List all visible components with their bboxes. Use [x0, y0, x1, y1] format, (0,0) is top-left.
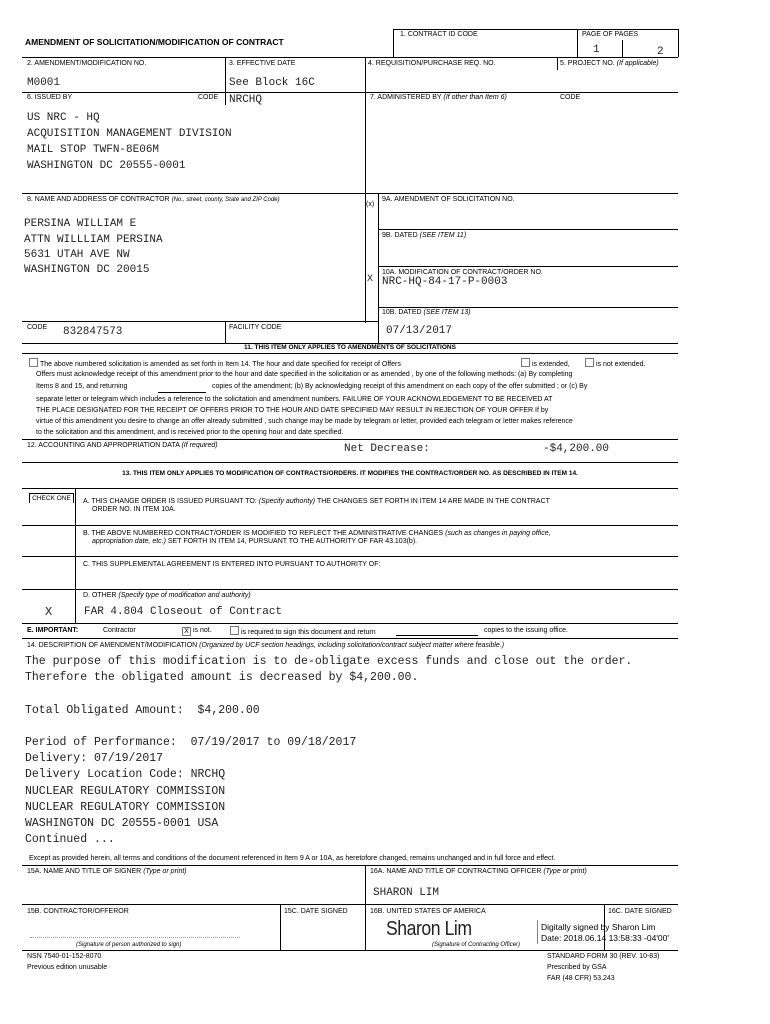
rule	[22, 57, 678, 58]
extended-text: is extended,	[532, 361, 570, 368]
prescribed-by-text: Prescribed by GSA	[547, 964, 607, 971]
rule	[378, 193, 379, 343]
previous-edition-text: Previous edition unusable	[27, 964, 108, 971]
contractor-label	[27, 196, 280, 204]
officer-signature-note: (Signature of Contracting Officer)	[432, 942, 521, 948]
administered-by-text: 7. ADMINISTERED BY	[370, 94, 442, 101]
amendment-no-value: M0001	[27, 77, 61, 89]
description-line: Delivery Location Code: NRCHQ	[25, 768, 226, 782]
option-b-line-2	[92, 537, 417, 548]
dated-10b-note: (SEE ITEM 13)	[423, 309, 471, 316]
extended-checkbox[interactable]	[521, 358, 530, 367]
option-d	[83, 591, 251, 602]
rule	[22, 462, 678, 463]
officer-signature: Sharon Lim	[386, 918, 472, 940]
option-a-line-2: ORDER NO. IN ITEM 10A.	[92, 506, 176, 513]
accounting-note: (If required)	[181, 442, 218, 449]
description-line: Therefore the obligated amount is decreased by $4,200.00.	[25, 671, 419, 685]
rule	[378, 229, 678, 230]
form-title: AMENDMENT OF SOLICITATION/MODIFICATION OF CONTRACT	[25, 37, 284, 47]
check-one-label: CHECK ONE	[32, 495, 71, 502]
contractor-line-3: 5631 UTAH AVE NW	[24, 249, 130, 261]
usa-label: 16B. UNITED STATES OF AMERICA	[370, 908, 486, 915]
digital-signature-divider	[537, 920, 538, 944]
issued-by-code: NRCHQ	[229, 94, 263, 106]
description-note: (Organized by UCF section headings, including solicitation/contract subject matter where feasible.)	[199, 642, 505, 649]
contractor-line-4: WASHINGTON DC 20015	[24, 264, 150, 276]
rule	[22, 525, 678, 526]
copies-text: copies to the issuing office.	[484, 627, 568, 634]
issued-by-line-3: MAIL STOP TWFN-8E06M	[27, 144, 160, 156]
rule	[225, 57, 226, 92]
option-d-note: (Specify type of modification and authority)	[118, 592, 251, 599]
item-11-line-3a: Items 8 and 15, and returning	[36, 383, 128, 390]
rule	[22, 193, 678, 194]
issued-by-line-2: ACQUISITION MANAGEMENT DIVISION	[27, 128, 232, 140]
project-no-note: (If applicable)	[616, 60, 659, 67]
rule	[393, 29, 394, 57]
description-line	[25, 686, 632, 702]
item-11-line-3b: copies of the amendment; (b) By acknowledging receipt of this amendment on each copy of the offer submitted ; or (c) By	[212, 383, 588, 390]
rule	[22, 321, 378, 322]
is-required-checkbox[interactable]	[230, 626, 239, 635]
description-text: 14. DESCRIPTION OF AMENDMENT/MODIFICATION	[27, 642, 198, 649]
dated-10b-value: 07/13/2017	[386, 325, 453, 337]
item-11-line-4: separate letter or telegram which includes a reference to the solicitation and amendment numbers. FAILURE OF YOUR ACKNOWLEDGEMENT TO BE RECEIVED AT	[36, 396, 553, 403]
rule	[22, 904, 678, 905]
rule	[378, 307, 678, 308]
option-b-note: (such as changes in paying office,	[445, 530, 551, 537]
description-line: WASHINGTON DC 20555-0001 USA	[25, 816, 219, 830]
is-required-text: is required to sign this document and return	[241, 629, 376, 636]
description-line: Continued ...	[25, 833, 115, 847]
item-11-line-5: THE PLACE DESIGNATED FOR THE RECEIPT OF OFFERS PRIOR TO THE HOUR AND DATE SPECIFIED MAY RESULT IN REJECTION OF YOUR OFFER If by	[36, 407, 549, 414]
item-11-heading: 11. THIS ITEM ONLY APPLIES TO AMENDMENTS OF SOLICITATIONS	[244, 344, 456, 351]
is-not-checkbox[interactable]: X	[182, 627, 191, 636]
dated-9b-note: (SEE ITEM 11)	[419, 232, 467, 239]
page-number: 1	[593, 44, 600, 56]
date-signed-15c-label: 15C. DATE SIGNED	[284, 908, 348, 915]
rule	[22, 589, 678, 590]
option-b-text: B. THE ABOVE NUMBERED CONTRACT/ORDER IS MODIFIED TO REFLECT THE ADMINISTRATIVE CHANGES	[83, 530, 444, 537]
rule	[678, 29, 679, 57]
rule	[22, 92, 678, 93]
description-line: The purpose of this modification is to de-obligate excess funds and close out the order.	[25, 655, 633, 668]
modification-contract-label: 10A. MODIFICATION OF CONTRACT/ORDER NO.	[382, 269, 543, 276]
rule	[393, 29, 678, 30]
rule	[378, 266, 678, 267]
net-decrease-label: Net Decrease:	[344, 443, 430, 455]
rule	[22, 556, 678, 557]
is-not-option	[182, 626, 212, 637]
item-13-heading: 13. THIS ITEM ONLY APPLIES TO MODIFICATION OF CONTRACTS/ORDERS. IT MODIFIES THE CONTRACT/ORDER NO. AS DESCRIBED IN ITEM 14.	[122, 470, 578, 477]
signer-name-note: (Type or print)	[143, 868, 187, 875]
extended-option	[521, 358, 570, 371]
net-decrease-value: -$4,200.00	[543, 443, 610, 455]
dated-10b-label	[382, 309, 471, 317]
option-b-text-2: SET FORTH IN ITEM 14, PURSUANT TO THE AUTHORITY OF FAR 43.103(b).	[167, 538, 418, 545]
signature-line	[30, 937, 240, 938]
nsn-text: NSN 7540-01-152-8070	[27, 953, 102, 960]
digital-signature-line-2: Date: 2018.06.14 13:58:33 -04'00'	[541, 933, 670, 943]
checkbox[interactable]	[29, 358, 38, 367]
issued-by-line-4: WASHINGTON DC 20555-0001	[27, 160, 186, 172]
important-label: E. IMPORTANT:	[27, 627, 79, 634]
item-11-line-2: Offers must acknowledge receipt of this amendment prior to the hour and date specified in the solicitation or as amended , by one of the following methods: (a) By completing	[36, 371, 573, 378]
description-line: Period of Performance: 07/19/2017 to 09/18/2017	[25, 735, 357, 749]
description-body	[25, 654, 632, 848]
contractor-code-label: CODE	[27, 324, 48, 331]
contractor-word: Contractor	[103, 627, 136, 634]
item-11-line-7: to the solicitation and this amendment, and is received prior to the opening hour and date specified.	[36, 429, 344, 436]
option-d-text: D. OTHER	[83, 592, 117, 599]
option-b-note-2: appropriation date, etc.)	[92, 538, 166, 545]
rule	[22, 623, 678, 624]
contractor-line-2: ATTN WILLLIAM PERSINA	[24, 234, 163, 246]
signer-name-text: 15A. NAME AND TITLE OF SIGNER	[27, 868, 142, 875]
facility-code-label: FACILITY CODE	[229, 324, 282, 331]
contractor-signature-note: (Signature of person authorized to sign)	[76, 942, 182, 948]
administered-by-label	[370, 94, 507, 102]
rule	[577, 29, 578, 57]
option-d-value: FAR 4.804 Closeout of Contract	[84, 606, 283, 618]
not-extended-checkbox[interactable]	[585, 358, 594, 367]
signer-name-label	[27, 868, 187, 876]
far-text: FAR (48 CFR) 53.243	[547, 975, 615, 982]
option-a-rest: THE CHANGES SET FORTH IN ITEM 14 ARE MADE IN THE CONTRACT	[316, 498, 550, 505]
copies-blank	[158, 392, 206, 393]
effective-date-label: 3. EFFECTIVE DATE	[229, 60, 296, 67]
rule	[365, 865, 366, 950]
modification-contract-mark: X	[367, 274, 374, 285]
page-count: 2	[657, 46, 664, 58]
option-c: C. THIS SUPPLEMENTAL AGREEMENT IS ENTERED INTO PURSUANT TO AUTHORITY OF:	[83, 561, 381, 568]
issued-by-label: 6. ISSUED BY	[27, 94, 73, 101]
description-line: Delivery: 07/19/2017	[25, 752, 164, 766]
contractor-code: 832847573	[63, 326, 123, 338]
dated-9b-label	[382, 232, 466, 240]
administered-by-code-label: CODE	[560, 94, 581, 101]
option-a-text: A. THIS CHANGE ORDER IS ISSUED PURSUANT TO:	[83, 498, 257, 505]
amendment-no-label: 2. AMENDMENT/MODIFICATION NO.	[27, 60, 147, 67]
x-column-header: (x)	[366, 201, 375, 208]
option-a-note: (Specify authority)	[258, 498, 316, 505]
contract-id-label: 1. CONTRACT ID CODE	[400, 31, 478, 38]
contractor-offeror-label: 15B. CONTRACTOR/OFFEROR	[27, 908, 129, 915]
issued-by-line-1: US NRC - HQ	[27, 112, 100, 124]
rule	[22, 950, 678, 951]
rule	[22, 488, 678, 489]
is-not-text: is not.	[193, 627, 212, 634]
effective-date-value: See Block 16C	[229, 77, 315, 89]
rule	[225, 92, 226, 105]
rule	[280, 904, 281, 950]
administered-by-note: (If other than Item 6)	[443, 94, 507, 101]
description-line: NUCLEAR REGULATORY COMMISSION	[25, 784, 226, 798]
accounting-label	[27, 442, 218, 450]
option-d-mark: X	[45, 605, 53, 619]
except-text: Except as provided herein, all terms and conditions of the document referenced in Item 9 A or 10A, as heretofore changed, remains unchanged and in full force and effect.	[29, 855, 556, 862]
description-line: Total Obligated Amount: $4,200.00	[25, 703, 260, 717]
amendment-solicitation-label: 9A. AMENDMENT OF SOLICITATION NO.	[382, 196, 515, 203]
rule	[22, 865, 678, 866]
accounting-text: 12. ACCOUNTING AND APPROPRIATION DATA	[27, 442, 180, 449]
item-11-line-1	[29, 358, 401, 371]
rule	[22, 353, 678, 354]
is-required-option	[230, 626, 376, 639]
dated-9b-text: 9B. DATED	[382, 232, 418, 239]
contractor-note: (No., street, county, State and ZIP Code)	[171, 197, 280, 203]
digital-signature-line-1: Digitally signed by Sharon Lim	[541, 922, 656, 932]
contractor-line-1: PERSINA WILLIAM E	[24, 218, 137, 230]
rule	[225, 321, 226, 343]
not-extended-text: is not extended.	[596, 361, 646, 368]
project-no-text: 5. PROJECT NO.	[560, 60, 615, 67]
modification-contract-value: NRC-HQ-84-17-P-0003	[382, 276, 508, 288]
description-line	[25, 719, 632, 735]
item-11-text-1: The above numbered solicitation is amended as set forth in Item 14. The hour and date specified for receipt of Offers	[40, 361, 401, 368]
requisition-label: 4. REQUISITION/PURCHASE REQ. NO.	[368, 60, 496, 67]
description-label	[27, 642, 504, 650]
contractor-text: 8. NAME AND ADDRESS OF CONTRACTOR	[27, 196, 170, 203]
officer-name-text: 16A. NAME AND TITLE OF CONTRACTING OFFICER	[370, 868, 542, 875]
copies-count-blank	[396, 635, 478, 636]
check-one-box	[29, 493, 74, 503]
date-signed-16c-label: 16C. DATE SIGNED	[608, 908, 672, 915]
officer-name-value: SHARON LIM	[373, 887, 440, 899]
issued-by-code-label: CODE	[198, 94, 219, 101]
pages-label: PAGE OF PAGES	[582, 31, 639, 38]
officer-name-label	[370, 868, 587, 876]
project-no-label	[560, 60, 659, 68]
description-line: NUCLEAR REGULATORY COMMISSION	[25, 800, 226, 814]
standard-form-text: STANDARD FORM 30 (REV. 10-83)	[547, 953, 660, 960]
rule	[365, 57, 366, 323]
dated-10b-text: 10B. DATED	[382, 309, 422, 316]
officer-name-note: (Type or print)	[543, 868, 587, 875]
not-extended-option	[585, 358, 645, 371]
rule	[22, 439, 678, 440]
item-11-line-6: virtue of this amendment you desire to change an offer already submitted , such change may be made by telegram or letter, provided each telegram or letter makes reference	[36, 418, 573, 425]
rule	[557, 57, 558, 70]
rule	[622, 40, 623, 57]
